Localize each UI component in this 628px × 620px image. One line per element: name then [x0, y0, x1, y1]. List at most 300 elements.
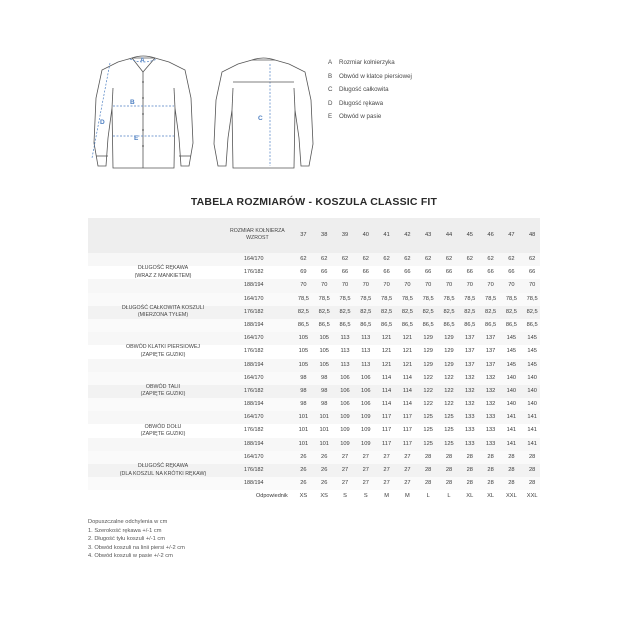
- table-cell: 70: [362, 282, 369, 289]
- table-cell: 122: [444, 401, 454, 408]
- table-cell: 133: [485, 440, 496, 447]
- table-cell: 109: [361, 427, 371, 434]
- row-values: [293, 332, 543, 345]
- table-cell: 78,5: [318, 295, 330, 302]
- tolerance-notes: [88, 518, 185, 561]
- equivalent-label: Odpowiednik: [256, 493, 288, 500]
- table-cell: 62: [425, 256, 432, 262]
- table-cell: 117: [382, 440, 392, 447]
- table-cell: 121: [402, 348, 413, 355]
- table-cell: 137: [465, 348, 475, 355]
- size-column-header: 37: [300, 232, 307, 238]
- legend-key: A: [328, 59, 333, 66]
- tolerance-note: 1. Szerokość rękawa +/-1 cm: [88, 527, 162, 534]
- measurement-group-label: [88, 253, 238, 293]
- measurement-group: [88, 332, 540, 372]
- table-cell: 78,5: [526, 295, 538, 302]
- shirt-back-drawing: [214, 58, 313, 168]
- size-column-header: 46: [487, 232, 494, 238]
- table-cell: 28: [425, 467, 432, 473]
- table-cell: 106: [340, 374, 350, 381]
- table-cell: 109: [361, 440, 371, 447]
- table-cell: 140: [527, 401, 537, 408]
- row-values: [293, 279, 543, 292]
- table-cell: 86,5: [505, 321, 517, 328]
- table-cell: 86,5: [464, 321, 476, 328]
- table-cell: 82,5: [464, 308, 476, 315]
- measurement-group: [88, 293, 540, 333]
- table-cell: 109: [340, 427, 350, 434]
- table-cell: 82,5: [381, 308, 393, 315]
- table-cell: 62: [383, 256, 390, 262]
- table-cell: 86,5: [526, 321, 538, 328]
- table-cell: 27: [404, 453, 411, 460]
- table-cell: 82,5: [443, 308, 455, 315]
- table-cell: 78,5: [464, 295, 476, 302]
- table-cell: 27: [362, 467, 369, 473]
- table-cell: 145: [506, 335, 517, 342]
- size-column-header: 38: [321, 232, 328, 238]
- table-cell: 86,5: [422, 321, 434, 328]
- table-cell: 129: [444, 361, 454, 368]
- table-cell: 132: [465, 401, 475, 408]
- legend-text: Obwód w klatce piersiowej: [339, 72, 412, 80]
- measurement-name: DŁUGOŚĆ RĘKAWA: [137, 463, 189, 470]
- table-cell: 28: [529, 453, 536, 460]
- height-range: 176/182: [244, 269, 264, 276]
- table-cell: 27: [341, 453, 349, 460]
- equivalent-values: [293, 490, 543, 504]
- legend-item: [328, 70, 412, 84]
- height-range: 176/182: [244, 348, 264, 355]
- table-cell: 28: [529, 467, 536, 473]
- table-cell: 140: [527, 387, 537, 394]
- table-cell: 98: [300, 401, 307, 408]
- table-cell: 78,5: [485, 295, 497, 302]
- table-cell: 101: [319, 414, 329, 421]
- size-column-header: 41: [383, 232, 390, 238]
- height-range: 188/194: [244, 321, 264, 328]
- table-cell: 66: [487, 269, 494, 276]
- table-cell: 117: [402, 427, 412, 434]
- height-range: 188/194: [244, 480, 264, 487]
- legend-key: B: [328, 72, 333, 80]
- table-cell: 121: [381, 361, 392, 368]
- tolerance-note: 3. Obwód koszuli na linii piersi +/-2 cm: [88, 544, 185, 551]
- table-cell: 121: [402, 361, 413, 368]
- height-range: 164/170: [244, 295, 264, 302]
- table-cell: 133: [485, 427, 496, 434]
- table-cell: 28: [445, 467, 453, 473]
- table-cell: 117: [402, 440, 412, 447]
- table-cell: 78,5: [443, 295, 455, 302]
- table-cell: 132: [485, 401, 496, 408]
- measurement-name: DŁUGOŚĆ CAŁKOWITA KOSZULI: [121, 304, 205, 311]
- size-column-header: 47: [508, 232, 515, 238]
- table-cell: 62: [362, 256, 369, 262]
- table-cell: 113: [361, 335, 371, 342]
- table-cell: 70: [445, 282, 453, 289]
- measurement-note: (DLA KOSZUL NA KRÓTKI RĘKAW): [119, 470, 207, 477]
- table-cell: 132: [465, 374, 475, 381]
- table-cell: 132: [465, 387, 475, 394]
- table-cell: 86,5: [485, 321, 497, 328]
- label-c: C: [258, 115, 263, 122]
- measurement-group-label: [88, 372, 238, 412]
- table-cell: 86,5: [318, 321, 330, 328]
- table-cell: 62: [300, 256, 307, 262]
- height-range: 176/182: [244, 427, 264, 434]
- table-cell: 113: [361, 348, 371, 355]
- size-columns: [293, 232, 543, 238]
- table-cell: 86,5: [401, 321, 413, 328]
- equivalent-size: L: [426, 493, 430, 500]
- row-values: [293, 253, 543, 266]
- tolerance-note: 2. Długość tyłu koszuli +/-1 cm: [88, 536, 165, 543]
- table-cell: 140: [527, 374, 537, 381]
- table-cell: 82,5: [526, 308, 538, 315]
- size-column-header: 39: [341, 232, 349, 238]
- size-column-header: 43: [425, 232, 432, 238]
- table-cell: 122: [423, 387, 433, 394]
- height-range: 176/182: [244, 467, 264, 473]
- table-cell: 132: [485, 387, 496, 394]
- table-cell: 125: [444, 440, 454, 447]
- row-values: [293, 319, 543, 332]
- table-cell: 27: [362, 480, 369, 487]
- height-range: 164/170: [244, 453, 264, 460]
- table-cell: 113: [340, 335, 350, 342]
- row-values: [293, 359, 543, 372]
- table-cell: 105: [298, 348, 309, 355]
- table-cell: 66: [404, 269, 411, 276]
- table-cell: 113: [340, 348, 350, 355]
- table-cell: 62: [487, 256, 494, 262]
- table-cell: 114: [402, 401, 412, 408]
- table-cell: 26: [321, 467, 328, 473]
- height-range: 164/170: [244, 414, 264, 421]
- table-cell: 27: [383, 480, 390, 487]
- legend-item: [328, 83, 412, 97]
- measurement-name: DŁUGOŚĆ RĘKAWA: [137, 265, 189, 272]
- table-cell: 105: [298, 361, 309, 368]
- table-cell: 28: [508, 467, 515, 473]
- height-range: 188/194: [244, 440, 264, 447]
- size-table-header: [88, 218, 540, 253]
- equivalent-size: M: [384, 493, 389, 500]
- collar-size-label: ROZMIAR KOŁNIERZA: [230, 228, 285, 234]
- table-cell: 62: [466, 256, 473, 262]
- table-cell: 78,5: [297, 295, 309, 302]
- table-cell: 28: [487, 467, 494, 473]
- table-cell: 28: [487, 480, 494, 487]
- equivalent-size: XL: [466, 493, 474, 500]
- measurement-note: (ZAPIĘTE GUZIKI): [140, 351, 186, 358]
- height-range: 188/194: [244, 361, 264, 368]
- table-cell: 141: [506, 414, 517, 421]
- row-values: [293, 438, 543, 451]
- table-cell: 66: [362, 269, 369, 276]
- table-cell: 106: [361, 401, 371, 408]
- table-cell: 140: [506, 374, 517, 381]
- table-cell: 105: [319, 348, 329, 355]
- table-cell: 70: [341, 282, 349, 289]
- table-cell: 125: [423, 440, 433, 447]
- equivalent-size: XS: [299, 493, 308, 500]
- table-cell: 145: [527, 348, 537, 355]
- table-cell: 98: [300, 374, 307, 381]
- table-cell: 101: [298, 440, 309, 447]
- table-cell: 106: [361, 387, 371, 394]
- table-cell: 101: [298, 414, 309, 421]
- table-cell: 62: [445, 256, 453, 262]
- table-cell: 141: [527, 427, 537, 434]
- measurement-group: [88, 253, 540, 293]
- table-cell: 121: [402, 335, 413, 342]
- table-cell: 137: [485, 348, 496, 355]
- equivalent-size: M: [405, 493, 410, 500]
- measurement-name: OBWÓD KLATKI PIERSIOWEJ: [125, 344, 201, 351]
- table-cell: 82,5: [401, 308, 413, 315]
- legend-text: Obwód w pasie: [339, 113, 382, 120]
- size-column-header: 42: [404, 232, 411, 238]
- table-cell: 28: [425, 453, 432, 460]
- row-values: [293, 266, 543, 279]
- table-cell: 137: [465, 361, 475, 368]
- measurement-group: [88, 451, 540, 491]
- table-cell: 117: [382, 414, 392, 421]
- table-cell: 28: [529, 480, 536, 487]
- table-cell: 70: [383, 282, 390, 289]
- table-cell: 28: [466, 467, 473, 473]
- table-cell: 137: [485, 361, 496, 368]
- size-column-header: 45: [466, 232, 473, 238]
- measurement-group-label: [88, 293, 238, 333]
- table-cell: 125: [444, 414, 454, 421]
- tolerance-note: Dopuszczalne odchylenia w cm: [88, 519, 168, 525]
- height-label: WZROST: [246, 235, 269, 241]
- table-cell: 26: [300, 453, 307, 460]
- table-cell: 109: [340, 440, 350, 447]
- table-cell: 70: [487, 282, 494, 289]
- height-range: 164/170: [244, 335, 264, 342]
- equivalent-size: XXL: [526, 493, 538, 500]
- table-cell: 66: [445, 269, 453, 276]
- legend-key: D: [328, 99, 333, 107]
- table-cell: 117: [402, 414, 412, 421]
- table-cell: 69: [300, 269, 307, 276]
- table-cell: 114: [382, 387, 392, 394]
- table-cell: 98: [321, 374, 328, 381]
- table-cell: 125: [444, 427, 454, 434]
- table-cell: 86,5: [381, 321, 393, 328]
- table-cell: 66: [529, 269, 536, 276]
- table-cell: 106: [340, 387, 350, 394]
- height-range: 164/170: [244, 374, 264, 381]
- table-cell: 28: [508, 453, 515, 460]
- table-cell: 125: [423, 427, 433, 434]
- table-cell: 66: [466, 269, 473, 276]
- table-cell: 62: [529, 256, 536, 262]
- row-values: [293, 306, 543, 319]
- row-values: [293, 464, 543, 477]
- row-values: [293, 385, 543, 398]
- table-cell: 114: [402, 387, 412, 394]
- measurement-name: OBWÓD DOŁU: [144, 423, 182, 430]
- table-cell: 145: [506, 361, 517, 368]
- table-cell: 27: [383, 453, 390, 460]
- table-cell: 28: [508, 480, 515, 487]
- measurement-note: (MIERZONA TYŁEM): [137, 312, 189, 319]
- height-range: 188/194: [244, 401, 264, 408]
- row-values: [293, 451, 543, 464]
- height-range: 176/182: [244, 308, 264, 315]
- table-cell: 27: [383, 467, 390, 473]
- table-cell: 114: [382, 374, 392, 381]
- size-column-header: 44: [445, 232, 453, 238]
- table-cell: 78,5: [381, 295, 393, 302]
- equivalent-row: [88, 490, 540, 504]
- table-cell: 70: [466, 282, 473, 289]
- row-values: [293, 398, 543, 411]
- table-cell: 82,5: [360, 308, 372, 315]
- legend-key: E: [328, 113, 333, 120]
- equivalent-size: L: [447, 493, 451, 500]
- measurement-groups: [88, 253, 540, 490]
- equivalent-size: S: [363, 493, 368, 500]
- table-cell: 129: [423, 348, 433, 355]
- tolerance-note: 4. Obwód koszuli w pasie +/-2 cm: [88, 553, 173, 560]
- size-header-label: [230, 228, 285, 242]
- table-cell: 82,5: [339, 308, 351, 315]
- table-cell: 26: [321, 480, 328, 487]
- table-cell: 82,5: [505, 308, 517, 315]
- legend-item: [328, 56, 412, 70]
- measurement-lines: [92, 59, 270, 166]
- table-cell: 125: [423, 414, 433, 421]
- diagram-letters: [100, 57, 263, 142]
- legend-text: Długość całkowita: [339, 86, 389, 93]
- table-cell: 122: [444, 387, 454, 394]
- table-cell: 121: [381, 335, 392, 342]
- table-cell: 27: [404, 480, 411, 487]
- table-cell: 98: [321, 387, 328, 394]
- table-cell: 129: [444, 335, 454, 342]
- table-cell: 141: [506, 427, 517, 434]
- table-cell: 27: [341, 467, 349, 473]
- table-cell: 82,5: [297, 308, 309, 315]
- table-cell: 26: [300, 467, 307, 473]
- table-cell: 82,5: [318, 308, 330, 315]
- table-cell: 98: [300, 387, 307, 394]
- table-cell: 113: [361, 361, 371, 368]
- table-cell: 129: [423, 335, 433, 342]
- equivalent-size: XS: [320, 493, 328, 500]
- measurement-group: [88, 372, 540, 412]
- table-cell: 26: [321, 453, 328, 460]
- legend-text: Rozmiar kołnierzyka: [339, 59, 395, 66]
- row-values: [293, 411, 543, 424]
- table-cell: 62: [341, 256, 349, 262]
- legend-item: [328, 110, 412, 124]
- table-cell: 70: [529, 282, 536, 289]
- table-cell: 66: [321, 269, 328, 276]
- table-cell: 140: [506, 401, 517, 408]
- legend-item: [328, 97, 412, 111]
- table-cell: 101: [319, 440, 329, 447]
- table-cell: 114: [402, 374, 412, 381]
- page-title: TABELA ROZMIARÓW - KOSZULA CLASSIC FIT: [190, 196, 438, 208]
- table-cell: 78,5: [505, 295, 517, 302]
- table-cell: 121: [381, 348, 392, 355]
- table-cell: 70: [425, 282, 432, 289]
- table-cell: 66: [383, 269, 390, 276]
- table-cell: 66: [508, 269, 515, 276]
- measurement-group-label: [88, 411, 238, 451]
- table-cell: 105: [319, 335, 329, 342]
- row-values: [293, 345, 543, 358]
- table-cell: 70: [508, 282, 515, 289]
- row-values: [293, 424, 543, 437]
- table-cell: 141: [527, 440, 537, 447]
- height-range: 176/182: [244, 387, 264, 394]
- equivalent-size: XXL: [505, 493, 517, 500]
- measurement-group-label: [88, 451, 238, 491]
- table-cell: 133: [465, 414, 475, 421]
- row-values: [293, 293, 543, 306]
- table-cell: 105: [298, 335, 309, 342]
- table-cell: 122: [444, 374, 454, 381]
- table-cell: 28: [445, 480, 453, 487]
- table-cell: 70: [321, 282, 328, 289]
- table-cell: 86,5: [443, 321, 455, 328]
- table-cell: 28: [487, 453, 494, 460]
- table-cell: 66: [425, 269, 432, 276]
- table-cell: 101: [298, 427, 309, 434]
- equivalent-size: S: [343, 493, 347, 500]
- table-cell: 86,5: [360, 321, 372, 328]
- measurement-group-label: [88, 332, 238, 372]
- table-cell: 27: [362, 453, 369, 460]
- table-cell: 109: [361, 414, 371, 421]
- table-cell: 114: [382, 401, 392, 408]
- table-cell: 145: [527, 361, 537, 368]
- table-cell: 27: [341, 480, 349, 487]
- table-cell: 62: [508, 256, 515, 262]
- measurement-note: (ZAPIĘTE GUZIKI): [140, 431, 186, 438]
- row-values: [293, 477, 543, 490]
- table-cell: 129: [423, 361, 433, 368]
- table-cell: 106: [361, 374, 371, 381]
- table-cell: 70: [300, 282, 307, 289]
- table-cell: 122: [423, 401, 433, 408]
- table-cell: 113: [340, 361, 350, 368]
- table-cell: 78,5: [422, 295, 434, 302]
- measurement-note: (ZAPIĘTE GUZIKI): [140, 391, 186, 398]
- table-cell: 101: [319, 427, 329, 434]
- table-cell: 78,5: [339, 295, 351, 302]
- size-column-header: 48: [529, 232, 536, 238]
- shirt-front-drawing: [94, 56, 193, 168]
- table-cell: 82,5: [485, 308, 497, 315]
- table-cell: 66: [341, 269, 349, 276]
- size-column-header: 40: [362, 232, 369, 238]
- row-values: [293, 372, 543, 385]
- table-cell: 78,5: [401, 295, 413, 302]
- table-cell: 86,5: [297, 321, 309, 328]
- table-cell: 28: [466, 453, 473, 460]
- table-cell: 145: [527, 335, 537, 342]
